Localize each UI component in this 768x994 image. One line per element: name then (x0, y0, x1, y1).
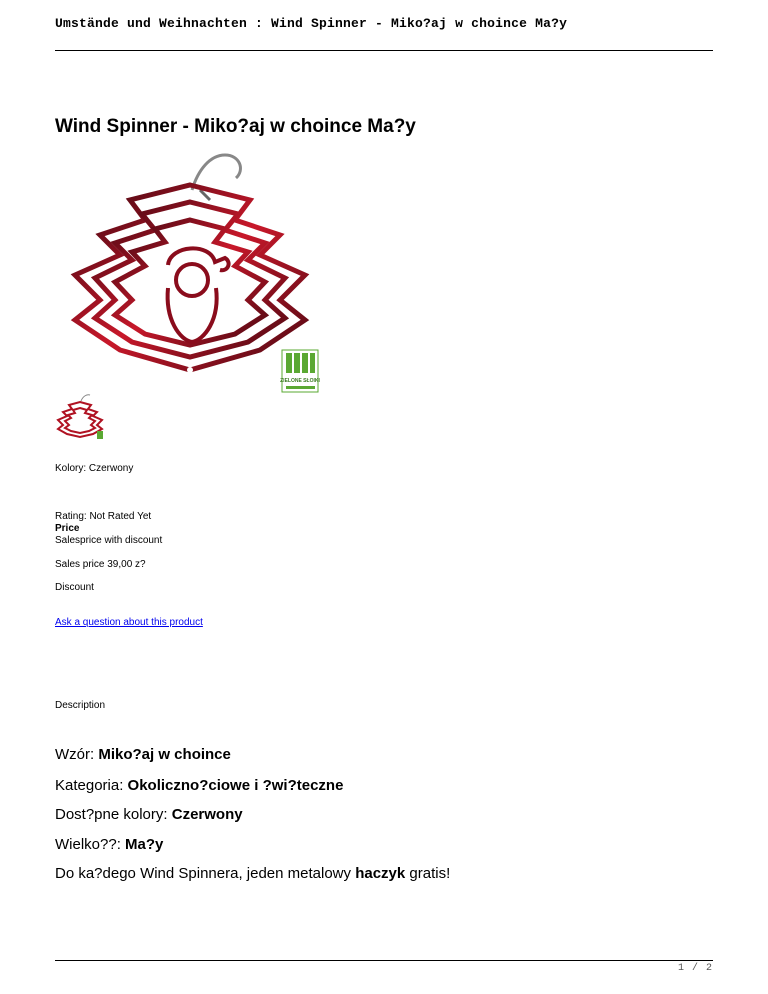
rating: Rating: Not Rated Yet (55, 511, 152, 522)
page-header: Umstände und Weihnachten : Wind Spinner - Miko?aj w choince Ma?y (55, 16, 568, 31)
salesprice-discount: Salesprice with discount (55, 535, 163, 546)
product-title: Wind Spinner - Miko?aj w choince Ma?y (55, 116, 416, 137)
ask-question-link[interactable]: Ask a question about this product (55, 617, 203, 628)
page-number: 1 / 2 (677, 963, 713, 974)
hook-line (55, 865, 450, 882)
colors-line: Kolory: Czerwony (55, 463, 134, 474)
available-colors-value: Czerwony (171, 806, 243, 823)
size-value: Ma?y (125, 836, 164, 853)
category-value: Okoliczno?ciowe i ?wi?teczne (127, 777, 344, 794)
pattern-value: Miko?aj w choince (98, 746, 231, 763)
pattern-label: Wzór: (55, 746, 99, 763)
discount: Discount (55, 582, 94, 593)
category-line (55, 777, 343, 794)
logo-text: ZIELONE SŁOIKI (280, 378, 320, 384)
size-label: Wielko??: (55, 836, 126, 853)
description-label: Description (55, 700, 106, 711)
product-thumbnail[interactable] (55, 393, 105, 441)
hook-before: Do ka?dego Wind Spinnera, jeden metalowy (55, 865, 356, 882)
sales-price: Sales price 39,00 z? (55, 559, 146, 570)
pattern-line (55, 746, 231, 763)
footer-divider (55, 960, 713, 961)
brand-logo (280, 350, 320, 392)
available-colors-label: Dost?pne kolory: (55, 806, 172, 823)
price-label: Price (55, 523, 80, 534)
hook-bold: haczyk (355, 865, 406, 882)
price-label-wrap (55, 523, 79, 535)
category-label: Kategoria: (55, 777, 128, 794)
product-image[interactable] (60, 150, 322, 395)
size-line (55, 836, 163, 853)
header-divider (55, 50, 713, 51)
available-colors-line (55, 806, 243, 823)
hook-after: gratis! (405, 865, 451, 882)
